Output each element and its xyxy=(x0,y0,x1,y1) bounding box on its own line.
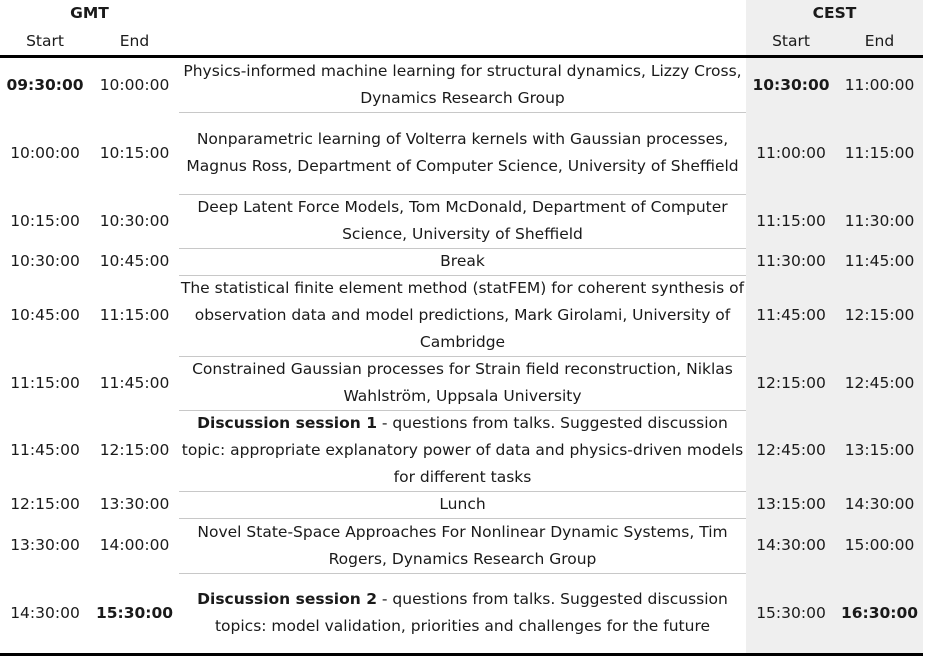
talk-title: Discussion session 2 xyxy=(197,590,377,608)
gmt-start-time: 14:30:00 xyxy=(10,603,80,622)
gmt-start-time: 10:00:00 xyxy=(10,143,80,162)
talk-text xyxy=(439,491,485,518)
talk-text xyxy=(179,275,746,356)
cest-start-time: 11:00:00 xyxy=(756,143,826,162)
talk-description xyxy=(179,356,746,410)
talk-description xyxy=(179,248,746,275)
talk-text xyxy=(179,410,746,491)
talk-text xyxy=(179,586,746,640)
gmt-start-time: 11:15:00 xyxy=(10,373,80,392)
gmt-start-time: 10:45:00 xyxy=(10,306,80,324)
talk-description xyxy=(179,112,746,194)
talk-description xyxy=(179,275,746,356)
cest-end-time: 11:00:00 xyxy=(844,75,915,94)
cest-start-header: Start xyxy=(772,32,810,50)
cest-end-time: 12:45:00 xyxy=(844,373,915,392)
talk-details: - questions from talks. Suggested discussion topic: appropriate explanatory power of data and physics-driven models for different tasks xyxy=(181,414,744,486)
cest-end-time: 11:30:00 xyxy=(844,211,915,230)
cest-end-header: End xyxy=(864,32,895,50)
cest-start-time: 15:30:00 xyxy=(756,603,826,622)
talk-title: Novel State-Space Approaches For Nonlinear Dynamic Systems, Tim Rogers, Dynamics Research Group xyxy=(197,522,728,568)
gmt-start-time: 11:45:00 xyxy=(10,441,80,459)
talk-description xyxy=(179,410,746,491)
talk-description xyxy=(179,573,746,653)
cest-end-time: 11:15:00 xyxy=(844,143,915,162)
talk-description xyxy=(179,518,746,573)
bottom-rule xyxy=(0,653,923,656)
cest-end-time: 16:30:00 xyxy=(840,603,919,622)
gmt-start-time: 12:15:00 xyxy=(10,495,80,513)
talk-text xyxy=(179,58,746,112)
cest-start-time: 12:45:00 xyxy=(756,441,826,459)
cest-end-time: 12:15:00 xyxy=(844,306,915,324)
gmt-start-time: 13:30:00 xyxy=(10,536,80,554)
talk-description xyxy=(179,194,746,248)
talk-title: Lunch xyxy=(439,495,486,513)
cest-end-time: 11:45:00 xyxy=(844,252,915,270)
gmt-end-time: 10:00:00 xyxy=(99,75,170,94)
talk-title: Constrained Gaussian processes for Strain field reconstruction, Niklas Wahlström, Uppsala University xyxy=(192,360,733,405)
gmt-start-time: 09:30:00 xyxy=(6,75,84,94)
talk-text xyxy=(179,519,746,573)
talk-title: Discussion session 1 xyxy=(197,414,377,432)
cest-end-time: 13:15:00 xyxy=(844,441,915,459)
gmt-end-time: 10:30:00 xyxy=(99,211,170,230)
talk-details: - questions from talks. Suggested discussion topics: model validation, priorities and challenges for the future xyxy=(214,590,728,635)
talk-text xyxy=(179,356,746,410)
cest-start-time: 14:30:00 xyxy=(756,536,826,554)
gmt-end-time: 11:45:00 xyxy=(99,373,170,392)
gmt-end-time: 11:15:00 xyxy=(99,306,170,324)
talk-text xyxy=(440,248,485,275)
gmt-header: GMT xyxy=(70,4,109,22)
cest-header: CEST xyxy=(812,4,857,22)
talk-description xyxy=(179,491,746,518)
cest-start-time: 12:15:00 xyxy=(756,373,826,392)
talk-description xyxy=(179,58,746,112)
cest-start-time: 11:15:00 xyxy=(756,211,826,230)
gmt-end-time: 15:30:00 xyxy=(95,603,174,622)
gmt-end-time: 12:15:00 xyxy=(99,441,170,459)
cest-start-time: 13:15:00 xyxy=(756,495,826,513)
cest-start-time: 11:45:00 xyxy=(756,306,826,324)
talk-title: Deep Latent Force Models, Tom McDonald, Department of Computer Science, University of Sheffield xyxy=(197,198,728,243)
talk-text xyxy=(179,194,746,248)
gmt-end-time: 13:30:00 xyxy=(99,495,170,513)
talk-title: Nonparametric learning of Volterra kernels with Gaussian processes, Magnus Ross, Department of Computer Science, University of Sheffield xyxy=(186,130,739,175)
gmt-end-time: 14:00:00 xyxy=(99,536,170,554)
cest-end-time: 14:30:00 xyxy=(844,495,915,513)
cest-start-time: 11:30:00 xyxy=(756,252,826,270)
gmt-end-time: 10:15:00 xyxy=(99,143,170,162)
talk-title: The statistical finite element method (statFEM) for coherent synthesis of observation data and model predictions, Mark Girolami, University of Cambridge xyxy=(180,279,745,351)
gmt-end-header: End xyxy=(119,32,150,50)
cest-start-time: 10:30:00 xyxy=(752,75,830,94)
talk-title: Break xyxy=(440,252,485,270)
gmt-start-header: Start xyxy=(26,32,64,50)
gmt-end-time: 10:45:00 xyxy=(99,252,170,270)
talk-title: Physics-informed machine learning for structural dynamics, Lizzy Cross, Dynamics Research Group xyxy=(183,62,742,107)
gmt-start-time: 10:30:00 xyxy=(10,252,80,270)
gmt-start-time: 10:15:00 xyxy=(10,211,80,230)
talk-text xyxy=(179,126,746,180)
cest-end-time: 15:00:00 xyxy=(844,536,915,554)
